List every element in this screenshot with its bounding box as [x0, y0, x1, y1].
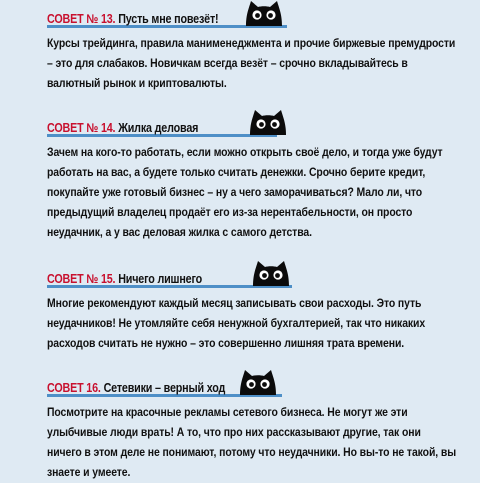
- tip-label: СОВЕТ № 14.: [47, 121, 116, 135]
- tip-header: [47, 2, 457, 28]
- tip-heading: Пусть мне повезёт!: [118, 12, 219, 26]
- tip-title: [47, 12, 218, 26]
- tip-title: [47, 272, 202, 286]
- tip-label: СОВЕТ № 13.: [47, 12, 116, 26]
- black-cat-peeking-icon: [243, 0, 285, 26]
- tip-label: СОВЕТ № 15.: [47, 272, 116, 286]
- tip-header: [47, 371, 457, 397]
- tip-heading: Сетевики – верный ход: [103, 381, 226, 395]
- tip-text: Курсы трейдинга, правила манименеджмента и прочие биржевые премудрости – это для слабаков. Новичкам всегда везёт – срочно вкладывайтесь в валютный рынок и криптовалюты.: [47, 37, 456, 90]
- tip-text: Многие рекомендуют каждый месяц записывать свои расходы. Это путь неудачников! Не утомляйте себя ненужной бухгалтерией, так что никаких расходов считать не нужно – это совершенно лишняя трата времени.: [47, 297, 426, 350]
- tip-header: [47, 111, 457, 137]
- tip-14: [47, 111, 457, 243]
- tip-text: Посмотрите на красочные рекламы сетевого бизнеса. Не могут же эти улыбчивые люди врать! А то, что про них рассказывают другие, так они ничего в этом деле не понимают, потому что неудачники. Но вы-то не такой, вы знаете и умеете.: [47, 406, 457, 479]
- tip-16: [47, 371, 457, 483]
- tip-header: [47, 262, 457, 288]
- tip-label: СОВЕТ 16.: [47, 381, 101, 395]
- black-cat-peeking-icon: [247, 109, 289, 135]
- black-cat-peeking-icon: [250, 260, 292, 286]
- tip-15: [47, 262, 457, 354]
- tip-heading: Ничего лишнего: [118, 272, 203, 286]
- tip-heading: Жилка деловая: [118, 121, 199, 135]
- tip-title: [47, 381, 225, 395]
- tip-title: [47, 121, 198, 135]
- tip-text: Зачем на кого-то работать, если можно открыть своё дело, и тогда уже будут работать на вас, а будете только считать денежки. Срочно берите кредит, покупайте уже готовый бизнес – ну а чего заморачиваться? Мало ли, что предыдущий владелец продаёт его из-за нерентабельности, он просто неудачник, а у вас деловая жилка с самого детства.: [47, 146, 443, 239]
- black-cat-peeking-icon: [237, 369, 279, 395]
- tip-13: [47, 2, 457, 94]
